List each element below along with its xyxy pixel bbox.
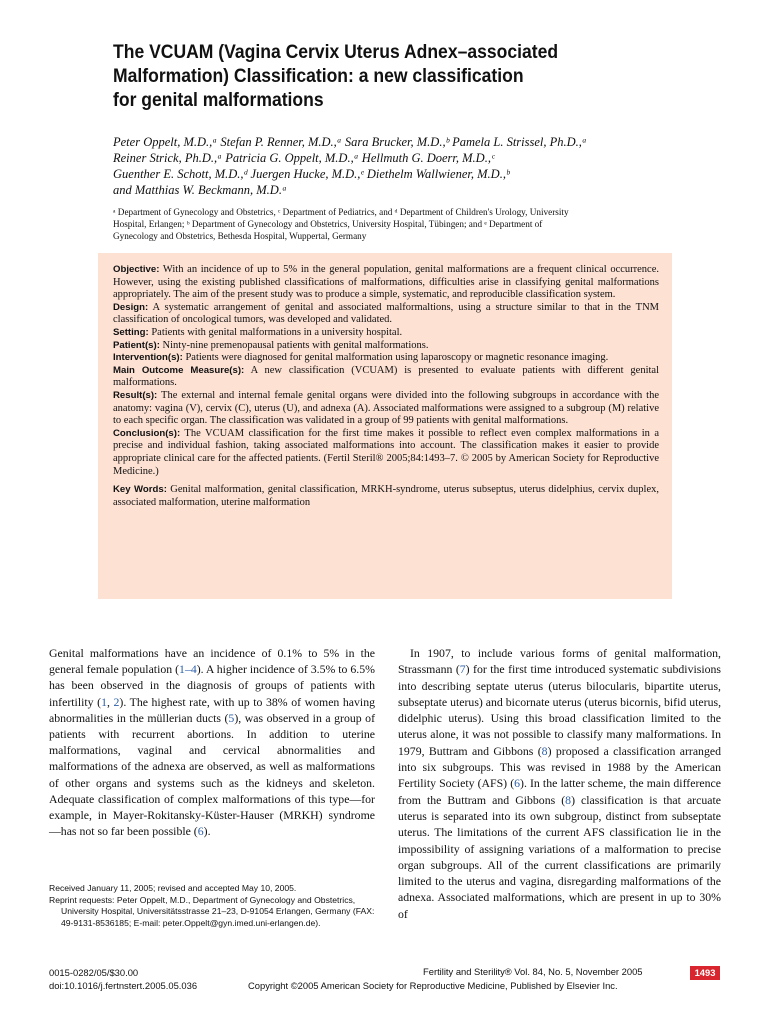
citation-link[interactable]: 5 [228, 710, 235, 725]
abstract-text: With an incidence of up to 5% in the general population, genital malformations are a frequent clinical occurrence. However, using the existing published classifications of malformations, difficulties arise in classifying genital malformations appropriately. The aim of the present study was to produce a simple, systematic, and reproducible classification system. [113, 264, 659, 301]
citation-link[interactable]: 7 [459, 662, 466, 677]
reprint-note: Reprint requests: Peter Oppelt, M.D., Department of Gynecology and Obstetrics, University Hospital, Universitätsstrasse 21–23, D-91054 Erlangen, Germany (FAX: 49-9131-8536185; E-mail: peter.Oppelt@gyn.imed.uni-erlangen.de). [49, 894, 375, 928]
abstract-design [113, 302, 659, 327]
author-line: Peter Oppelt, M.D.,ᵃ Stefan P. Renner, M.D.,ᵃ Sara Brucker, M.D.,ᵇ Pamela L. Strissel, Ph.D.,ᵃ [113, 135, 587, 149]
abstract-text: A systematic arrangement of genital and associated malformaltions, using a structure similar to that in the TNM classification of oncological tumors, was developed and validated. [113, 301, 660, 326]
abstract-body [113, 264, 659, 509]
citation-link[interactable]: 1 [101, 694, 107, 709]
text-run: ). A higher incidence of 3.5% to 6.5% has been observed in the diagnosis of groups of patients with infertility ( [49, 662, 375, 709]
abstract-text: The external and internal female genital organs were divided into the following subgroups in accordance with the anatomy: vagina (V), cervix (C), uterus (U), and adnexa (A). Associated malformations were assigned to a subgroup (M) relative to each specific organ. The classification was validated in a group of 99 patients with genital malformations. [113, 389, 659, 427]
abstract-label: Conclusion(s): [113, 427, 181, 439]
author-list [113, 134, 673, 198]
affiliation-line: Gynecology and Obstetrics, Bethesda Hospital, Wuppertal, Germany [113, 231, 367, 241]
title-line: for genital malformations [113, 89, 324, 111]
text-run: ) proposed a classification arranged into six subgroups. This was revised in 1988 by the American Fertility Society (AFS) ( [398, 743, 721, 791]
title-line: The VCUAM (Vagina Cervix Uterus Adnex–associated [113, 41, 559, 63]
body-column-right [398, 645, 721, 922]
citation-link[interactable]: 1–4 [179, 662, 197, 677]
journal-citation: Fertility and Sterility® Vol. 84, No. 5, November 2005 [423, 966, 643, 977]
abstract-text: A new classification (VCUAM) is presented to evaluate patients with different genital malformations. [113, 364, 659, 389]
abstract-label: Setting: [113, 326, 149, 338]
abstract-objective [113, 264, 659, 302]
abstract-intervention [113, 352, 659, 365]
text-run: ). The highest rate, with up to 38% of women having abnormalities in the müllerian ducts ( [49, 694, 375, 725]
text-run: Genital malformations have an incidence of 0.1% to 5% in the general female population ( [49, 646, 375, 677]
keywords-label: Key Words: [113, 484, 167, 496]
title-line: Malformation) Classification: a new classification [113, 65, 524, 87]
author-line: Reiner Strick, Ph.D.,ᵃ Patricia G. Oppelt, M.D.,ᵃ Hellmuth G. Doerr, M.D.,ᶜ [113, 151, 495, 165]
article-footnote [49, 883, 379, 929]
author-line: and Matthias W. Beckmann, M.D.ᵃ [113, 183, 287, 197]
abstract-setting [113, 327, 659, 340]
abstract-text: The VCUAM classification for the first time makes it possible to reflect even complex malformations in a precise and individual fashion, taking associated malformations into account. The classification makes it easier to provide appropriate clinical care for the affected patients. (Fertil Steril® 2005;84:1493–7. © 2005 by American Society for Reproductive Medicine.) [113, 427, 660, 477]
abstract-patients [113, 340, 659, 353]
affiliation-line: Hospital, Erlangen; ᵇ Department of Gynecology and Obstetrics, University Hospital, Tübingen; and ᵉ Department of [113, 219, 543, 229]
abstract-label: Result(s): [113, 389, 158, 401]
abstract-label: Objective: [113, 264, 160, 275]
abstract-outcome [113, 365, 659, 390]
text-run: In 1907, to include various forms of genital malformation, Strassmann ( [398, 646, 721, 677]
doi: doi:10.1016/j.fertnstert.2005.05.036 [49, 980, 198, 991]
affiliations [113, 206, 661, 242]
abstract-label: Design: [113, 301, 149, 313]
abstract-label: Main Outcome Measure(s): [113, 364, 245, 376]
copyright-notice: Copyright ©2005 American Society for Reproductive Medicine, Published by Elsevier Inc. [248, 980, 618, 991]
received-note: Received January 11, 2005; revised and accepted May 10, 2005. [49, 883, 297, 893]
citation-link[interactable]: 8 [565, 792, 572, 807]
abstract-text: Patients with genital malformations in a university hospital. [151, 326, 403, 338]
affiliation-line: ᵃ Department of Gynecology and Obstetrics, ᶜ Department of Pediatrics, and ᵈ Department of Children's Urology, University [113, 207, 569, 217]
abstract-text: Patients were diagnosed for genital malformation using laparoscopy or magnetic resonance imaging. [185, 352, 609, 364]
keywords-text: Genital malformation, genital classification, MRKH-syndrome, uterus subseptus, uterus didelphius, cervix duplex, associated malformation, uterine malformation [113, 484, 660, 508]
abstract-text: Ninty-nine premenopausal patients with genital malformations. [162, 339, 429, 351]
citation-link[interactable]: 6 [514, 776, 521, 791]
abstract-conclusion [113, 428, 659, 478]
abstract-keywords [113, 484, 659, 509]
text-run: ) classification is that arcuate uterus is separated into its own subgroup, distinct from subseptate uterus. The limitations of the current AFS classification lie in the impossibility of assigning variations of a malformation to precise organ subgroups. All of the current classifications are primarily limited to the uterus and vagina, disregarding malformations of the adnexa. Associated malformations, which are present in up to 30% of [398, 792, 721, 921]
citation-link[interactable]: 6 [197, 824, 204, 839]
text-run: ). In the latter scheme, the main difference from the Buttram and Gibbons ( [398, 776, 721, 807]
abstract-label: Intervention(s): [113, 352, 183, 364]
page-number-badge: 1493 [690, 966, 720, 980]
text-run: , [106, 694, 114, 709]
citation-link[interactable]: 8 [541, 743, 548, 758]
text-run: ) for the first time introduced systematic subdivisions into describing septate uterus (uterus bilocularis, bipartite uterus, subseptate uterus) and bicornate uterus (uterus bicornis, bifid uterus, didelphic uterus). Using this broad classification limited to the uterus alone, it was not possible to classify many malformations. In 1979, Buttram and Gibbons ( [398, 662, 722, 758]
author-line: Guenther E. Schott, M.D.,ᵈ Juergen Hucke, M.D.,ᵉ Diethelm Wallwiener, M.D.,ᵇ [113, 167, 510, 181]
abstract-label: Patient(s): [113, 339, 160, 351]
article-title [113, 40, 673, 112]
text-run: ). [203, 824, 211, 839]
paragraph [398, 645, 721, 922]
abstract-results [113, 390, 659, 428]
issn: 0015-0282/05/$30.00 [49, 967, 139, 978]
footer-identifiers [49, 966, 197, 992]
body-column-left [49, 645, 375, 839]
abstract-box [98, 253, 672, 599]
text-run: ), was observed in a group of patients with recurrent abortions. In addition to uterine malformations, vaginal and cervical abnormalities and malformations of the adnexa are observed, as well as malformations of other organs and systems such as the kidneys and skeleton. Adequate classification of complex malformations of this type—for example, in Mayer-Rokitansky-Küster-Hauser (MRKH) syndrome—has not so far been possible ( [49, 710, 375, 839]
paragraph [49, 645, 375, 839]
citation-link[interactable]: 2 [113, 694, 120, 709]
